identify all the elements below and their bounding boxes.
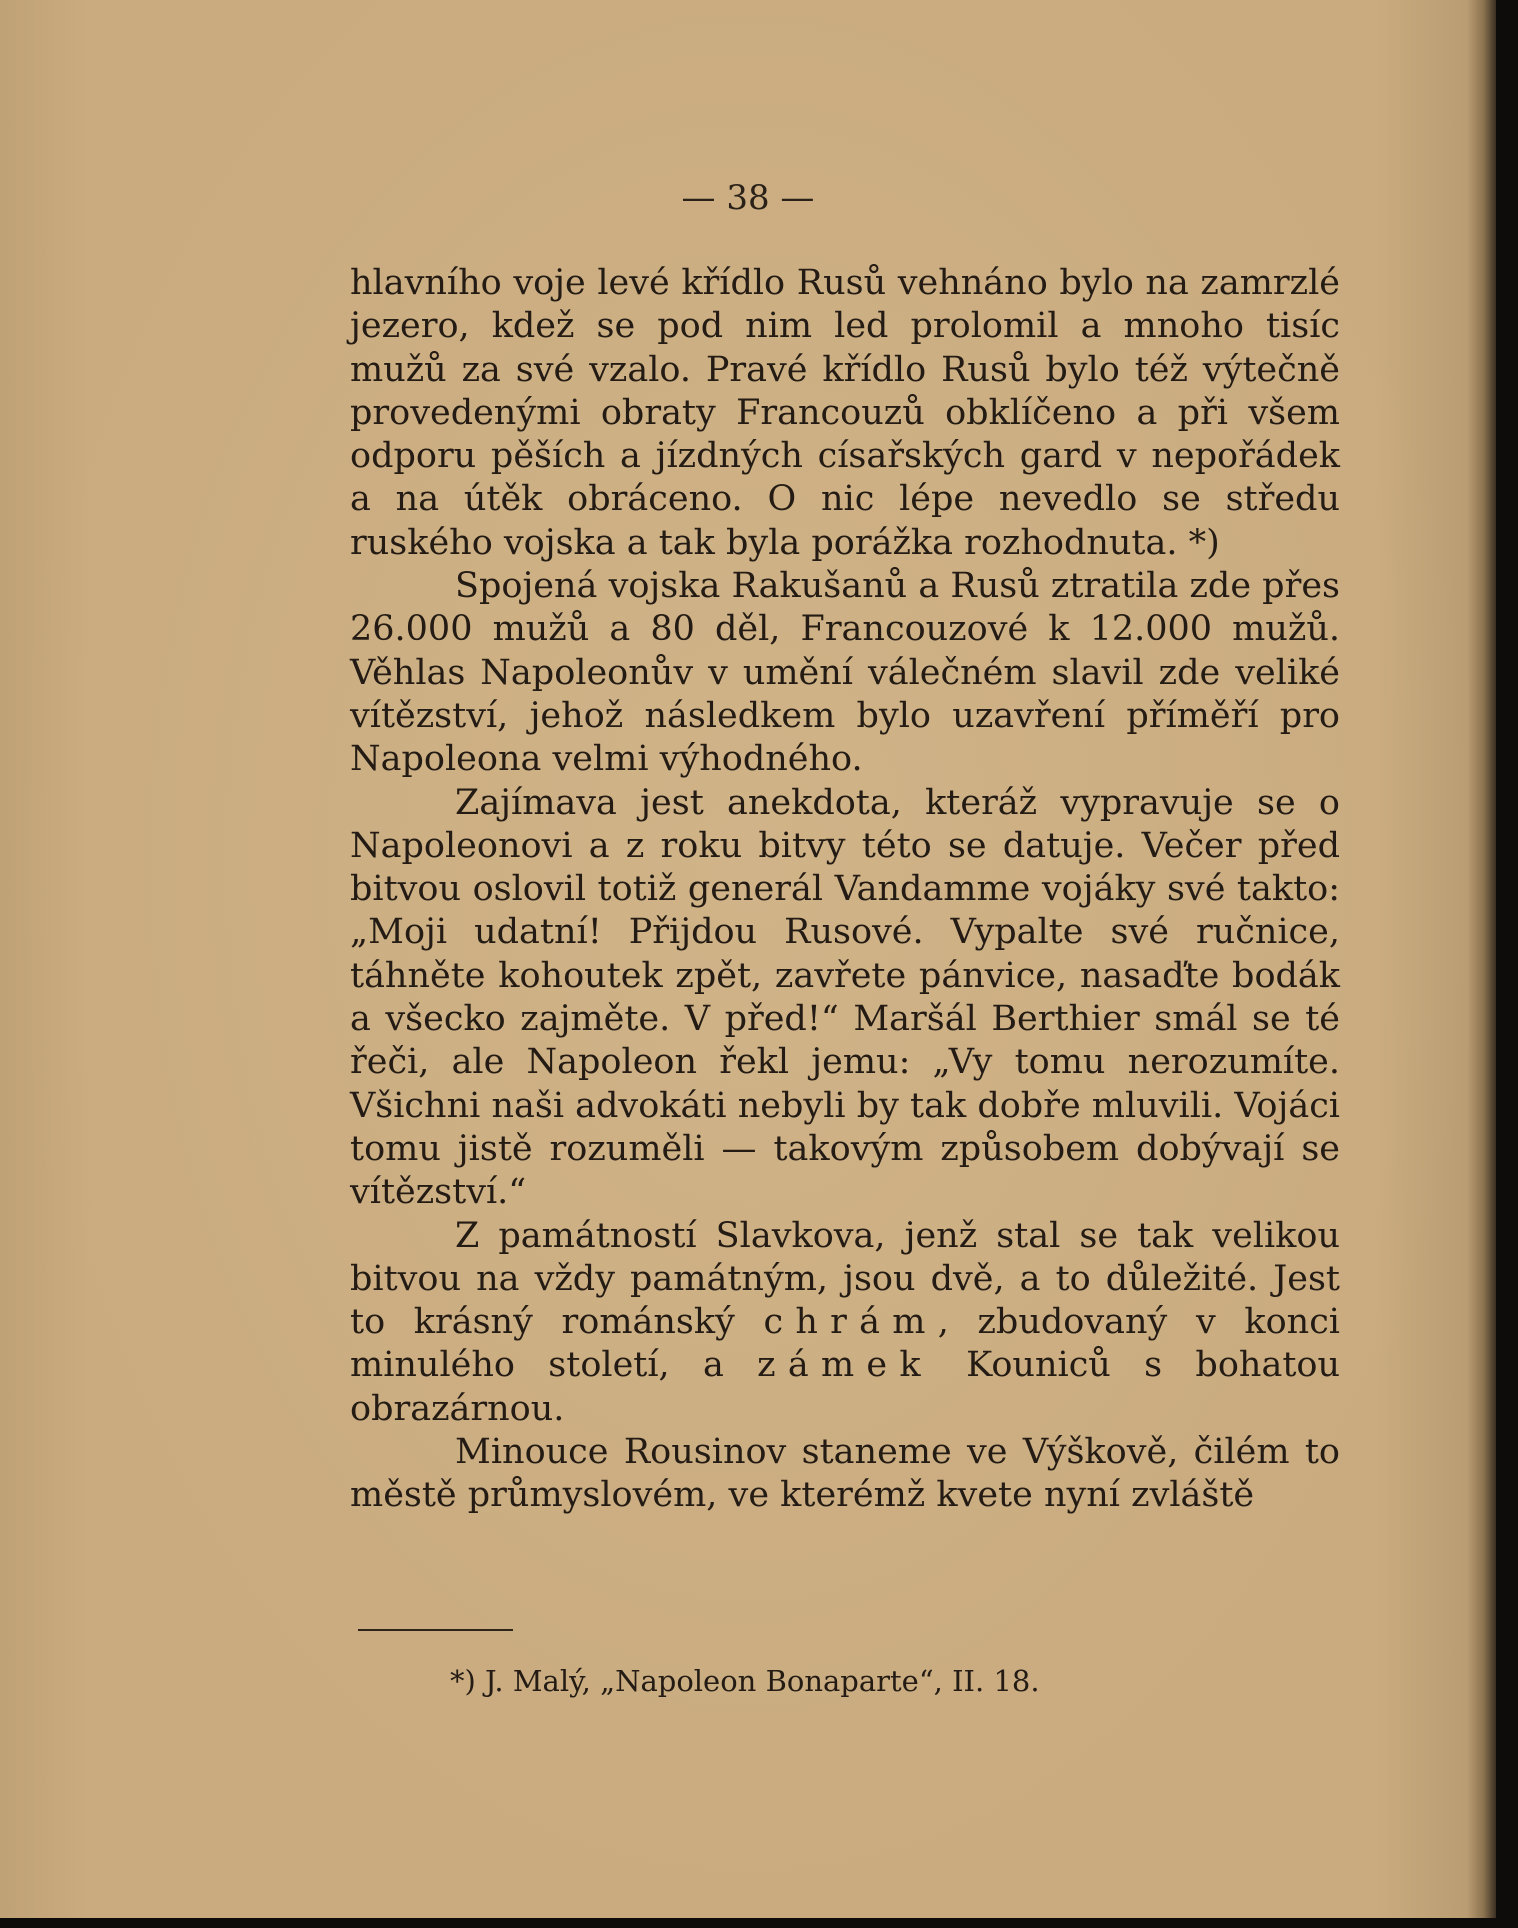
paragraph-4-part-2: , zbudovaný v konci minulého století, a xyxy=(350,1302,1340,1386)
emphasis-zamek: zámek xyxy=(757,1345,933,1386)
paragraph-2: Spojená vojska Rakušanů a Rusů ztratila zde přes 26.000 mužů a 80 děl, Francouzové k 12.000 mužů. Věhlas Napoleonův v umění válečném slavil zde veliké vítězství, jehož následkem bylo uzavření příměří pro Napoleona velmi výhodného. xyxy=(350,566,1340,780)
scan-border-right xyxy=(1496,0,1518,1928)
paragraph-3: Zajímava jest anekdota, kteráž vypravuje se o Napoleonovi a z roku bitvy této se datuje. Večer před bitvou oslovil totiž generál Vandamme vojáky své takto: „Moji udatní! Přijdou Rusové. Vypalte své ručnice, táhněte kohoutek zpět, zavřete pánvice, nasaďte bodák a všecko zajměte. V před!“ Maršál Berthier smál se té řeči, ale Napoleon řekl jemu: „Vy tomu nerozumíte. Všichni naši advokáti nebyli by tak dobře mluvili. Vojáci tomu jistě rozuměli — takovým způsobem dobývají se vítězství.“ xyxy=(350,782,1340,1213)
footnote: *) J. Malý, „Napoleon Bonaparte“, II. 18. xyxy=(450,1664,1040,1698)
footnote-divider xyxy=(358,1629,513,1631)
scan-border-bottom xyxy=(0,1918,1518,1928)
emphasis-chram: chrám xyxy=(763,1302,938,1343)
paragraph-4 xyxy=(350,1215,1340,1431)
body-text xyxy=(350,262,1340,1518)
paragraph-4-part-1: Z památností Slavkova, jenž stal se tak velikou bitvou na vždy památným, jsou dvě, a to důležité. Jest to krásný románský xyxy=(350,1215,1340,1343)
paragraph-4-part-3: Kouniců s bohatou obrazárnou. xyxy=(350,1345,1340,1429)
page-number: — 38 — xyxy=(681,178,815,218)
paragraph-1: hlavního voje levé křídlo Rusů vehnáno bylo na zamrzlé jezero, kdež se pod nim led prolomil a mnoho tisíc mužů za své vzalo. Pravé křídlo Rusů bylo též výtečně provedenými obraty Francouzů obklíčeno a při všem odporu pěších a jízdných císařských gard v nepořádek a na útěk obráceno. O nic lépe nevedlo se středu ruského vojska a tak byla porážka rozhodnuta. *) xyxy=(350,263,1340,563)
paragraph-5: Minouce Rousinov staneme ve Výškově, čilém to městě průmyslovém, ve kterémž kvete nyní zvláště xyxy=(350,1432,1340,1516)
page-gutter-shadow xyxy=(1468,0,1496,1918)
